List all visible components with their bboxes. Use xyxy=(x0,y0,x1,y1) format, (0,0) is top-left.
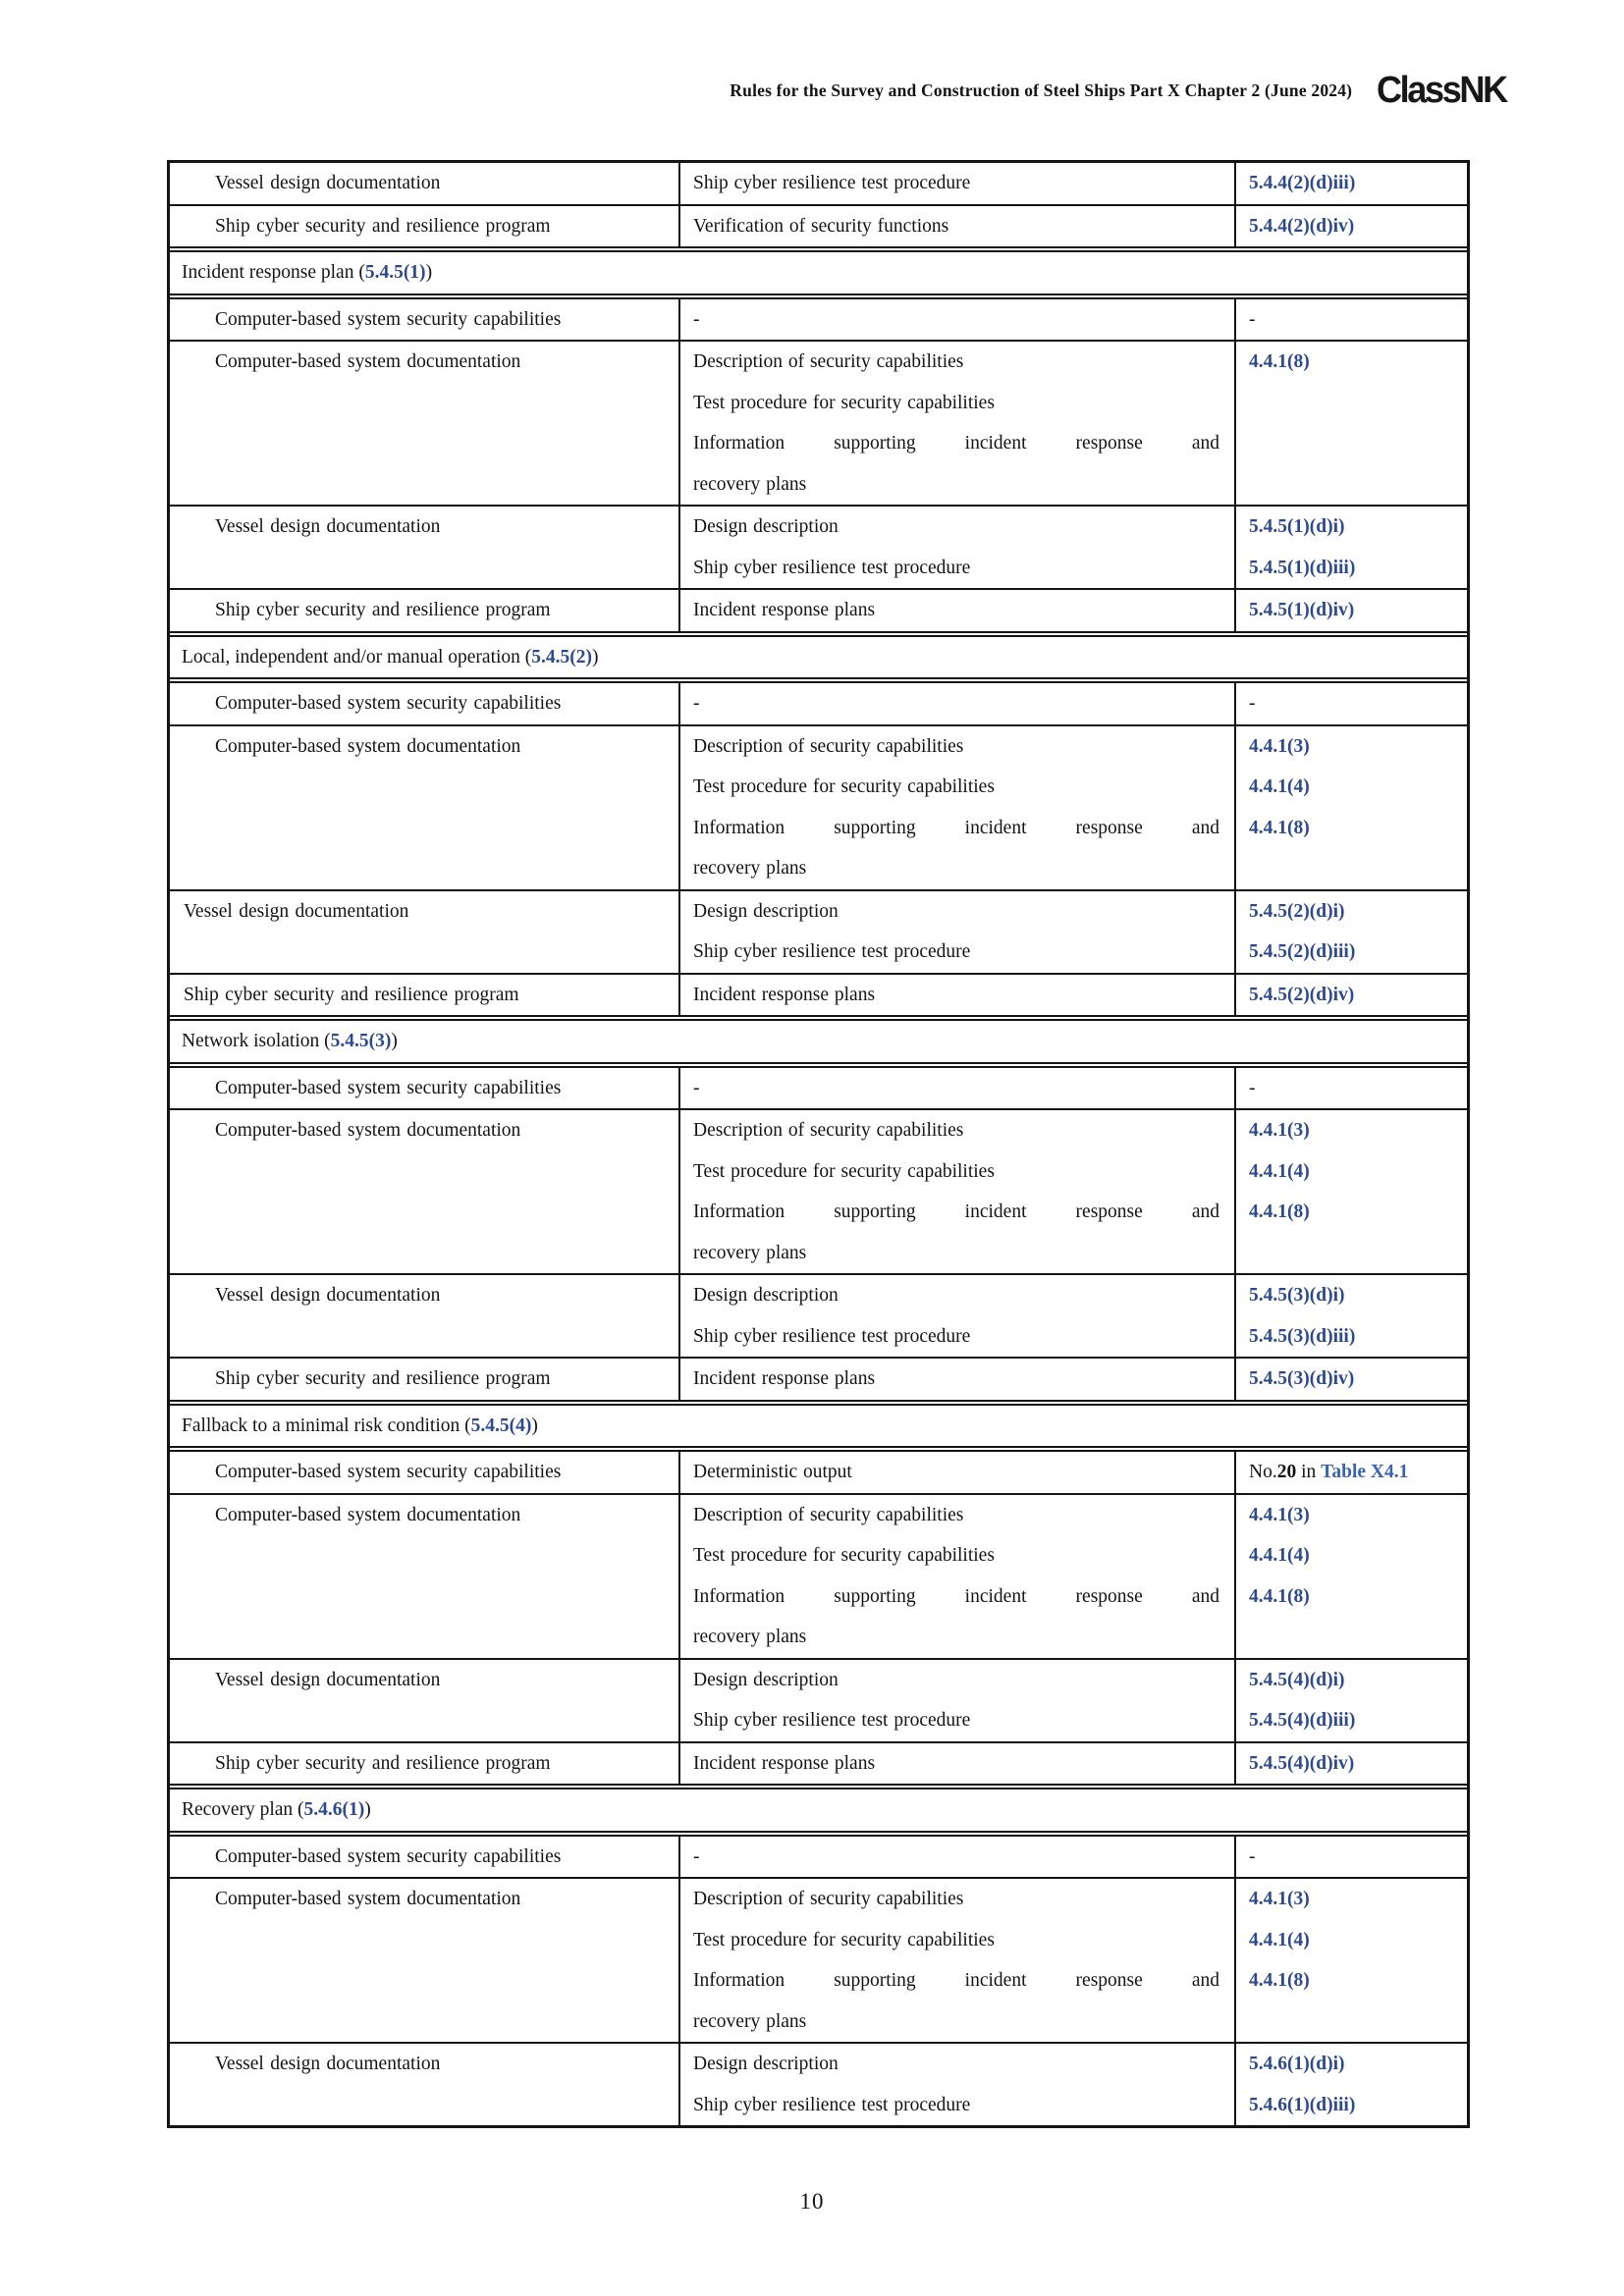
reference-cell xyxy=(1236,507,1467,588)
reference-link[interactable]: 5.4.4(2)(d)iii) xyxy=(1249,173,1356,193)
document-item-text: Ship cyber resilience test procedure xyxy=(693,941,971,962)
reference-link[interactable]: 5.4.5(3)(d)iii) xyxy=(1249,1325,1356,1347)
table-row xyxy=(170,1108,1467,1273)
reference-cell xyxy=(1236,1495,1467,1658)
reference-slot xyxy=(1236,726,1467,768)
reference-link[interactable]: 4.4.1(8) xyxy=(1249,1201,1310,1222)
reference-cell xyxy=(1236,2044,1467,2125)
section-title-text: Network isolation ( xyxy=(182,1031,331,1051)
reference-text-part: in xyxy=(1296,1462,1322,1482)
reference-cell xyxy=(1236,299,1467,341)
section-header-local-independent-manual-operation xyxy=(170,635,1467,680)
reference-link[interactable]: 5.4.4(2)(d)iv) xyxy=(1249,215,1355,237)
section-title-text: ) xyxy=(364,1799,371,1820)
reference-link[interactable]: 5.4.6(1)(d)iii) xyxy=(1249,2094,1356,2115)
document-type-text: Ship cyber security and resilience program xyxy=(215,1752,551,1774)
document-item-text: Ship cyber resilience test procedure xyxy=(693,1325,971,1347)
document-type-cell xyxy=(170,163,678,204)
document-item-cell xyxy=(678,726,1236,889)
reference-slot xyxy=(1236,891,1467,933)
document-type-text: Computer-based system security capabilities xyxy=(215,1077,562,1098)
reference-cell xyxy=(1236,342,1467,505)
reference-link[interactable]: 5.4.5(1)(d)i) xyxy=(1249,516,1345,537)
document-item-text: Incident response plans xyxy=(693,600,876,620)
reference-slot xyxy=(1236,1275,1467,1316)
document-type-cell xyxy=(170,1743,678,1785)
document-type-text: Computer-based system documentation xyxy=(215,1889,521,1909)
reference-line xyxy=(1236,1535,1467,1576)
reference-link[interactable]: 5.4.5(4)(d)i) xyxy=(1249,1669,1345,1690)
empty-reference: - xyxy=(1249,1077,1256,1098)
reference-cell xyxy=(1236,206,1467,247)
reference-text-part: 20 xyxy=(1276,1462,1297,1482)
reference-slot xyxy=(1236,1660,1467,1701)
document-item-text: Test procedure for security capabilities xyxy=(693,776,995,797)
reference-slot xyxy=(1236,163,1467,204)
document-type-cell xyxy=(170,726,678,889)
table-row xyxy=(170,1658,1467,1741)
document-item-cell xyxy=(678,1743,1236,1785)
reference-line xyxy=(1236,1359,1467,1400)
document-type-cell xyxy=(170,1495,678,1658)
reference-cell xyxy=(1236,1359,1467,1400)
reference-cell xyxy=(1236,726,1467,889)
reference-cell xyxy=(1236,1660,1467,1741)
reference-cell xyxy=(1236,1837,1467,1878)
reference-link[interactable]: 5.4.5(1)(d)iv) xyxy=(1249,600,1355,620)
document-type-cell xyxy=(170,590,678,631)
reference-line xyxy=(1236,548,1467,589)
table-row xyxy=(170,204,1467,247)
reference-link[interactable]: 4.4.1(3) xyxy=(1249,735,1310,757)
document-type-text: Ship cyber security and resilience program xyxy=(215,600,551,620)
reference-slot xyxy=(1236,975,1467,1016)
section-title-text: Local, independent and/or manual operation ( xyxy=(182,646,532,667)
reference-link[interactable]: 5.4.5(3)(d)i) xyxy=(1249,1285,1345,1306)
reference-cell xyxy=(1236,1110,1467,1273)
reference-link[interactable]: 5.4.5(4)(d)iv) xyxy=(1249,1752,1355,1774)
reference-slot xyxy=(1236,299,1467,341)
reference-link[interactable]: 4.4.1(8) xyxy=(1249,351,1310,372)
reference-slot xyxy=(1236,1495,1467,1536)
table-row xyxy=(170,683,1467,724)
table-row xyxy=(170,1068,1467,1109)
document-item-cell xyxy=(678,507,1236,588)
document-type-cell xyxy=(170,1660,678,1741)
document-type-cell xyxy=(170,891,678,973)
document-item-text: Test procedure for security capabilities xyxy=(693,1160,995,1182)
document-type-cell xyxy=(170,1068,678,1109)
section-title-text: Recovery plan ( xyxy=(182,1799,304,1820)
document-item-text: Description of security capabilities xyxy=(693,735,964,757)
table-row xyxy=(170,1452,1467,1493)
reference-slot xyxy=(1236,1068,1467,1109)
reference-slot xyxy=(1236,1151,1467,1193)
document-item-cell xyxy=(678,1495,1236,1658)
table-row xyxy=(170,1493,1467,1658)
section-title-text: ) xyxy=(391,1031,398,1051)
reference-slot xyxy=(1236,1316,1467,1358)
document-type-text: Vessel design documentation xyxy=(215,516,441,537)
document-item-text: Information supporting incident response and xyxy=(693,1201,1219,1222)
reference-line xyxy=(1236,1879,1467,1920)
reference-cell xyxy=(1236,163,1467,204)
reference-line xyxy=(1236,2044,1467,2085)
document-type-cell xyxy=(170,507,678,588)
document-type-cell xyxy=(170,1359,678,1400)
document-item-cell xyxy=(678,206,1236,247)
document-type-cell xyxy=(170,299,678,341)
reference-line xyxy=(1236,206,1467,247)
document-item-text: Information supporting incident response and xyxy=(693,1970,1219,1991)
reference-slot xyxy=(1236,342,1467,383)
reference-cell xyxy=(1236,1743,1467,1785)
page-header xyxy=(0,71,1506,110)
document-type-text: Vessel design documentation xyxy=(215,2054,441,2074)
reference-slot xyxy=(1236,1879,1467,1920)
document-item-text: Description of security capabilities xyxy=(693,1120,964,1141)
reference-slot xyxy=(1236,808,1467,889)
document-item-text: Ship cyber resilience test procedure xyxy=(693,557,971,578)
reference-link[interactable]: 4.4.1(4) xyxy=(1249,1929,1310,1950)
document-item-text: - xyxy=(693,308,700,330)
section-rows-incident-response-plan xyxy=(170,297,1467,633)
reference-link[interactable]: 5.4.5(2)(d)iv) xyxy=(1249,984,1355,1005)
document-item-cell xyxy=(678,1359,1236,1400)
document-item-cell xyxy=(678,1068,1236,1109)
reference-slot xyxy=(1236,590,1467,631)
table-row xyxy=(170,724,1467,889)
document-type-text: Vessel design documentation xyxy=(215,1285,441,1306)
document-type-text: Computer-based system documentation xyxy=(215,1120,521,1141)
reference-text xyxy=(1236,1452,1467,1493)
table-row xyxy=(170,505,1467,588)
reference-line xyxy=(1236,1495,1467,1536)
document-item-cell xyxy=(678,891,1236,973)
reference-text-part: No. xyxy=(1249,1462,1277,1482)
reference-cell xyxy=(1236,683,1467,724)
document-item-cell xyxy=(678,590,1236,631)
reference-slot xyxy=(1236,2044,1467,2085)
document-item-text: Design description xyxy=(693,900,839,922)
document-item-text: Design description xyxy=(693,516,839,537)
reference-cell xyxy=(1236,590,1467,631)
document-item-text: Information supporting incident response and xyxy=(693,817,1219,838)
section-ref-link[interactable]: 5.4.5(4) xyxy=(470,1415,532,1436)
reference-line xyxy=(1236,1960,1467,2002)
reference-link[interactable]: 4.4.1(3) xyxy=(1249,1120,1310,1141)
reference-slot xyxy=(1236,1452,1467,1493)
document-type-cell xyxy=(170,683,678,724)
document-item-cell xyxy=(678,1110,1236,1273)
reference-line xyxy=(1236,767,1467,808)
reference-line xyxy=(1236,590,1467,631)
section-ref-link[interactable]: 5.4.5(1) xyxy=(364,262,426,283)
reference-link[interactable]: 4.4.1(8) xyxy=(1249,817,1310,838)
document-item-text: - xyxy=(693,1077,700,1098)
document-type-text: Vessel design documentation xyxy=(215,173,441,193)
document-item-text: Incident response plans xyxy=(693,984,876,1005)
reference-line xyxy=(1236,1920,1467,1961)
document-type-cell xyxy=(170,975,678,1016)
reference-line xyxy=(1236,1192,1467,1233)
section-ref-link[interactable]: 5.4.5(3) xyxy=(330,1031,392,1051)
reference-link[interactable]: 4.4.1(3) xyxy=(1249,1504,1310,1525)
page-footer xyxy=(0,2189,1624,2215)
reference-slot xyxy=(1236,1359,1467,1400)
reference-line xyxy=(1236,1110,1467,1151)
table-row xyxy=(170,299,1467,341)
reference-slot xyxy=(1236,1743,1467,1785)
document-item-cell xyxy=(678,683,1236,724)
reference-slot xyxy=(1236,1192,1467,1273)
reference-cell xyxy=(1236,1068,1467,1109)
reference-slot xyxy=(1236,1535,1467,1576)
reference-line xyxy=(1236,1151,1467,1193)
document-type-cell xyxy=(170,206,678,247)
document-item-text: recovery plans xyxy=(693,858,807,879)
reference-slot xyxy=(1236,1920,1467,1961)
empty-reference: - xyxy=(1249,693,1256,714)
reference-slot xyxy=(1236,1837,1467,1878)
document-type-text: Vessel design documentation xyxy=(184,900,409,922)
section-rows-fallback-minimal-risk-condition xyxy=(170,1450,1467,1786)
reference-cell xyxy=(1236,975,1467,1016)
document-item-text: Description of security capabilities xyxy=(693,351,964,372)
reference-line xyxy=(1236,932,1467,973)
document-item-text: Ship cyber resilience test procedure xyxy=(693,1710,971,1731)
document-item-cell xyxy=(678,2044,1236,2125)
document-item-text: Description of security capabilities xyxy=(693,1504,964,1525)
reference-link[interactable]: 5.4.5(3)(d)iv) xyxy=(1249,1368,1355,1389)
document-type-text: Ship cyber security and resilience program xyxy=(215,215,551,237)
section-rows-continued-from-previous xyxy=(170,163,1467,248)
document-type-cell xyxy=(170,1837,678,1878)
reference-link[interactable]: 5.4.5(2)(d)iii) xyxy=(1249,941,1356,962)
reference-cell xyxy=(1236,1879,1467,2042)
reference-line xyxy=(1236,1275,1467,1316)
reference-slot xyxy=(1236,1960,1467,2042)
table-row xyxy=(170,1877,1467,2042)
table-row xyxy=(170,1273,1467,1357)
section-title-text: Incident response plan ( xyxy=(182,262,365,283)
table-row xyxy=(170,163,1467,204)
reference-link[interactable]: 5.4.5(4)(d)iii) xyxy=(1249,1710,1356,1731)
document-type-text: Computer-based system documentation xyxy=(215,1504,521,1525)
reference-slot xyxy=(1236,767,1467,808)
document-item-text: Test procedure for security capabilities xyxy=(693,1545,995,1566)
reference-line xyxy=(1236,1660,1467,1701)
reference-line xyxy=(1236,383,1467,424)
table-row xyxy=(170,1837,1467,1878)
document-type-text: Ship cyber security and resilience program xyxy=(184,984,519,1005)
document-item-text: recovery plans xyxy=(693,473,807,495)
document-item-text: Design description xyxy=(693,1669,839,1690)
reference-link[interactable]: 4.4.1(8) xyxy=(1249,1970,1310,1991)
table-row xyxy=(170,889,1467,973)
document-item-cell xyxy=(678,163,1236,204)
section-title-text: Fallback to a minimal risk condition ( xyxy=(182,1415,471,1436)
document-item-text: Information supporting incident response and xyxy=(693,1585,1219,1607)
document-type-cell xyxy=(170,2044,678,2125)
document-type-text: Computer-based system security capabilities xyxy=(215,308,562,330)
reference-slot xyxy=(1236,932,1467,973)
document-type-cell xyxy=(170,1110,678,1273)
section-ref-link[interactable]: 5.4.6(1) xyxy=(303,1799,365,1820)
table-row xyxy=(170,973,1467,1016)
reference-slot xyxy=(1236,423,1467,505)
document-item-text: Ship cyber resilience test procedure xyxy=(693,2094,971,2115)
reference-line xyxy=(1236,975,1467,1016)
reference-line xyxy=(1236,1576,1467,1618)
document-type-text: Computer-based system security capabilities xyxy=(215,693,562,714)
section-rows-recovery-plan xyxy=(170,1835,1467,2126)
document-item-text: - xyxy=(693,693,700,714)
document-item-text: Incident response plans xyxy=(693,1368,876,1389)
document-item-cell xyxy=(678,1879,1236,2042)
section-ref-link[interactable]: 5.4.5(2) xyxy=(531,646,593,667)
document-type-cell xyxy=(170,1452,678,1493)
reference-slot xyxy=(1236,507,1467,548)
document-item-text: Incident response plans xyxy=(693,1752,876,1774)
section-header-fallback-minimal-risk-condition xyxy=(170,1404,1467,1449)
document-type-cell xyxy=(170,1879,678,2042)
document-item-text: Test procedure for security capabilities xyxy=(693,1929,995,1950)
document-item-cell xyxy=(678,342,1236,505)
table-row xyxy=(170,1357,1467,1400)
document-item-cell xyxy=(678,1660,1236,1741)
table-ref-link[interactable]: Table X4.1 xyxy=(1321,1462,1409,1482)
document-item-cell xyxy=(678,975,1236,1016)
table-row xyxy=(170,2042,1467,2125)
document-item-text: recovery plans xyxy=(693,1627,807,1647)
reference-slot xyxy=(1236,1576,1467,1658)
reference-link[interactable]: 5.4.6(1)(d)i) xyxy=(1249,2054,1345,2074)
document-type-cell xyxy=(170,1275,678,1357)
classnk-logo: ClassNK xyxy=(1377,70,1506,111)
table-row xyxy=(170,588,1467,631)
reference-link[interactable]: 4.4.1(3) xyxy=(1249,1889,1310,1909)
reference-line xyxy=(1236,1700,1467,1741)
reference-line xyxy=(1236,808,1467,849)
document-item-cell xyxy=(678,299,1236,341)
reference-line xyxy=(1236,726,1467,768)
document-item-text: recovery plans xyxy=(693,2010,807,2032)
document-item-text: Verification of security functions xyxy=(693,215,949,237)
section-rows-local-independent-manual-operation xyxy=(170,681,1467,1017)
document-item-text: Information supporting incident response and xyxy=(693,433,1219,454)
document-item-text: Ship cyber resilience test procedure xyxy=(693,173,971,193)
table-row xyxy=(170,340,1467,505)
document-item-text: Design description xyxy=(693,1285,839,1306)
reference-line xyxy=(1236,1743,1467,1785)
section-title-text: ) xyxy=(592,646,599,667)
reference-slot xyxy=(1236,383,1467,424)
document-item-text: Description of security capabilities xyxy=(693,1889,964,1909)
reference-cell xyxy=(1236,1452,1467,1493)
document-type-text: Computer-based system security capabilities xyxy=(215,1845,562,1867)
reference-line xyxy=(1236,342,1467,383)
section-header-network-isolation xyxy=(170,1019,1467,1064)
reference-slot xyxy=(1236,683,1467,724)
section-rows-network-isolation xyxy=(170,1066,1467,1402)
document-type-text: Computer-based system security capabilities xyxy=(215,1462,562,1482)
section-title-text: ) xyxy=(425,262,433,283)
section-header-incident-response-plan xyxy=(170,250,1467,295)
reference-line xyxy=(1236,507,1467,548)
reference-line xyxy=(1236,2085,1467,2126)
empty-reference: - xyxy=(1249,308,1256,330)
reference-slot xyxy=(1236,206,1467,247)
section-title-text: ) xyxy=(531,1415,538,1436)
reference-slot xyxy=(1236,1110,1467,1151)
reference-cell xyxy=(1236,1275,1467,1357)
reference-link[interactable]: 5.4.5(1)(d)iii) xyxy=(1249,557,1356,578)
document-type-text: Computer-based system documentation xyxy=(215,735,521,757)
header-title: Rules for the Survey and Construction of Steel Ships Part X Chapter 2 (June 2024) xyxy=(730,80,1353,100)
reference-slot xyxy=(1236,2085,1467,2126)
document-item-cell xyxy=(678,1275,1236,1357)
document-item-text: Design description xyxy=(693,2054,839,2074)
empty-reference: - xyxy=(1249,1845,1256,1867)
document-type-cell xyxy=(170,342,678,505)
reference-link[interactable]: 4.4.1(8) xyxy=(1249,1585,1310,1607)
reference-cell xyxy=(1236,891,1467,973)
document-type-text: Ship cyber security and resilience program xyxy=(215,1368,551,1389)
reference-line xyxy=(1236,891,1467,933)
document-type-text: Computer-based system documentation xyxy=(215,351,521,372)
reference-line xyxy=(1236,1316,1467,1358)
table-row xyxy=(170,1741,1467,1785)
document-item-text: Deterministic output xyxy=(693,1462,852,1482)
requirements-table xyxy=(167,160,1470,2128)
section-header-recovery-plan xyxy=(170,1788,1467,1833)
reference-line xyxy=(1236,423,1467,464)
reference-link[interactable]: 4.4.1(4) xyxy=(1249,776,1310,797)
reference-slot xyxy=(1236,548,1467,589)
reference-slot xyxy=(1236,1700,1467,1741)
page-number: 10 xyxy=(799,2189,825,2214)
reference-link[interactable]: 4.4.1(4) xyxy=(1249,1160,1310,1182)
document-item-text: recovery plans xyxy=(693,1242,807,1263)
document-item-text: - xyxy=(693,1845,700,1867)
document-item-cell xyxy=(678,1452,1236,1493)
document-item-text: Test procedure for security capabilities xyxy=(693,392,995,413)
document-type-text: Vessel design documentation xyxy=(215,1669,441,1690)
document-item-cell xyxy=(678,1837,1236,1878)
reference-link[interactable]: 4.4.1(4) xyxy=(1249,1545,1310,1566)
reference-link[interactable]: 5.4.5(2)(d)i) xyxy=(1249,900,1345,922)
reference-line xyxy=(1236,163,1467,204)
